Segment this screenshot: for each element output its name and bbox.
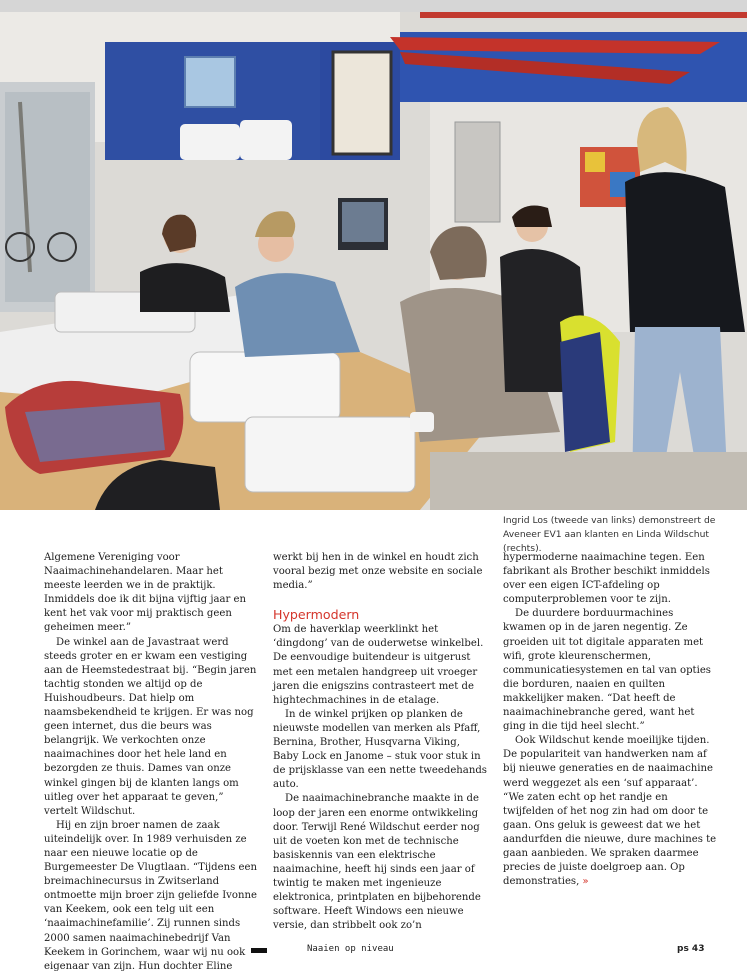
top-strip (0, 0, 747, 12)
article-column-2 (273, 551, 487, 933)
footer-marker (251, 948, 267, 953)
page-number: ps 43 (677, 944, 705, 954)
photo-caption: Ingrid Los (tweede van links) demonstreert de Aveneer EV1 aan klanten en Linda Wildschut (rechts). (503, 515, 716, 554)
article-column-3 (503, 551, 717, 889)
paragraph: Hij en zijn broer namen de zaak uiteindelijk over. In 1989 verhuisden ze naar een nieuwe locatie op de Burgemeester De Vlugtlaan. “Tijdens een breimachinecursus in Zwitserland ontmoette mijn broer zijn geliefde Ivonne van Keekem, ook een telg uit een ‘naaimachinefamilie’. Zij runnen sinds 2000 samen naaimachinebedrijf Van Keekem in Gorinchem, waar wij nu ook eigenaar van zijn. Hun dochter Eline (44, 819, 257, 972)
paragraph (503, 734, 717, 889)
paragraph: De naaimachinebranche maakte in de loop der jaren een enorme ontwikkeling door. Terwijl René Wildschut eerder nog uit de voeten kon met de technische basiskennis van een elektrische naaimachine, heeft hij sinds een jaar of twintig te maken met ingenieuze elektronica, printplaten en bijbehorende software. Heeft Windows een nieuwe versie, dan stribbelt ook zo’n (273, 793, 481, 932)
paragraph: Om de haverklap weerklinkt het ‘dingdong’ van de ouderwetse winkelbel. De eenvoudige buitendeur is uitgerust met een metalen handgreep uit vroeger jaren die enigszins contrasteert met de hightechmachines in de etalage. (273, 624, 484, 706)
paragraph: De duurdere borduurmachines kwamen op in de jaren negentig. Ze groeiden uit tot digitale apparaten met wifi, grote kleurenschermen, communicatiesystemen en tal van opties die borduren, naaien en quilten makkelijker maken. “Dat heeft de naaimachinebranche gered, want het ging in die tijd heel slecht.” (503, 608, 711, 733)
paragraph: hypermoderne naaimachine tegen. Een fabrikant als Brother beschikt inmiddels over een eigen ICT-afdeling op computerproblemen voor te zijn. (503, 552, 710, 606)
paragraph: De winkel aan de Javastraat werd steeds groter en er kwam een vestiging aan de Heemstedestraat bij. “Begin jaren tachtig stonden we altijd op de Huishoudbeurs. Dat hielp om naamsbekendheid te krijgen. Er was nog geen internet, dus die beurs was belangrijk. We verkochten onze naaimachines door het hele land en bezorgden ze thuis. Dames van onze winkel gingen bij de klanten langs om uitleg over het apparaat te geven,” vertelt Wildschut. (44, 636, 257, 817)
paragraph: Algemene Vereniging voor Naaimachinehandelaren. Maar het meeste leerden we in de praktijk. Inmiddels doe ik dit bijna vijftig jaar en kent het vak voor mij praktisch geen geheimen meer.” (44, 552, 246, 634)
paragraph: In de winkel prijken op planken de nieuwste modellen van merken als Pfaff, Bernina, Brother, Husqvarna Viking, Baby Lock en Janome – stuk voor stuk in de prijsklasse van een nette tweedehands auto. (273, 708, 487, 791)
paragraph: werkt bij hen in de winkel en houdt zich vooral bezig met onze website en sociale media.” (273, 552, 483, 592)
footer-section-title: Naaien op niveau (307, 944, 394, 954)
section-heading: Hypermodern (273, 607, 360, 623)
sewing-shop-photo (0, 12, 747, 510)
paragraph-text: Ook Wildschut kende moeilijke tijden. De populariteit van handwerken nam af bij nieuwe generaties en de naaimachine werd weggezet als een ‘suf apparaat’. “We zaten echt op het randje en twijfelden of het nog zin had om door te gaan. Ons geluk is geweest dat we het aandurfden die nieuwe, dure machines te gaan aanbieden. We spraken daarmee precies de juiste doelgroep aan. Op demonstraties, (503, 735, 717, 888)
article-column-1 (44, 551, 258, 974)
continue-arrow-icon: » (582, 876, 589, 888)
